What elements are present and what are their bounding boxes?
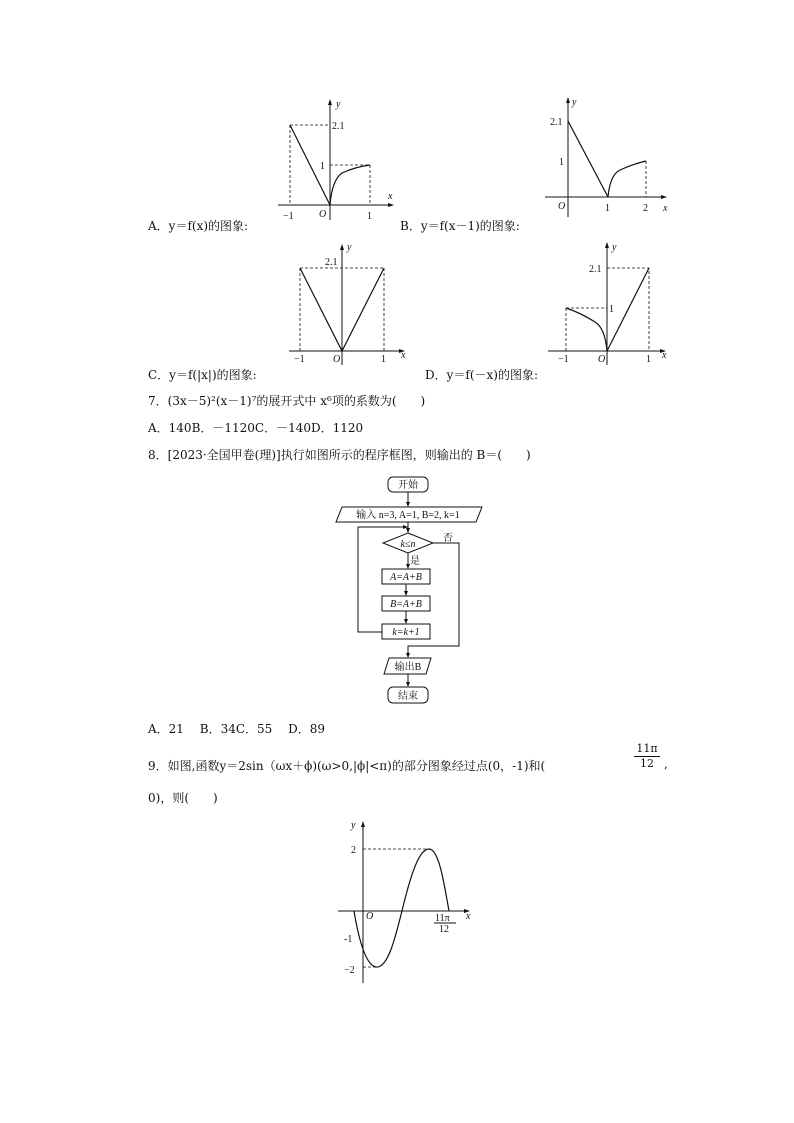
option-d: D．y＝f(－x)的图象: <box>425 368 539 382</box>
flow-no-label: 否 <box>443 533 453 544</box>
graph-a-x-label: x <box>388 191 393 202</box>
graph-d <box>548 240 678 365</box>
q9-frac-den: 12 <box>640 757 654 770</box>
graph-b-y-arrow <box>566 97 570 103</box>
sine-tick-m1: -1 <box>344 934 353 945</box>
graph-a-x-arrow <box>388 203 394 207</box>
graph-b-tick-1x: 1 <box>605 203 610 214</box>
flow-step2-text: B=A+B <box>390 599 422 610</box>
q7-stem: 7．(3x－5)²(x－1)⁷的展开式中 x⁶项的系数为( ) <box>148 394 426 408</box>
graph-c <box>285 240 415 365</box>
flow-step3-text: k=k+1 <box>392 627 420 638</box>
graph-a-tick-1x: 1 <box>367 211 372 222</box>
graph-c-tick-1x: 1 <box>381 354 386 365</box>
graph-d-x-label: x <box>662 350 667 361</box>
flow-input-text: 输入 n=3, A=1, B=2, k=1 <box>356 510 460 521</box>
q8-options: A．21 B．34C．55 D．89 <box>148 722 325 736</box>
q8-stem: 8．[2023·全国甲卷(理)]执行如图所示的程序框图，则输出的 B＝( ) <box>148 448 531 462</box>
q9-frac-num: 11π <box>634 742 660 757</box>
graph-b-sqrt-curve <box>608 161 646 197</box>
graph-a-tick-2-1: 2.1 <box>332 121 345 132</box>
sine-origin: O <box>366 911 374 922</box>
q9-stem-end: , <box>664 757 668 771</box>
graph-b-y-label: y <box>572 97 577 108</box>
graph-b-line-segment <box>568 121 608 197</box>
graph-b-origin: O <box>558 201 566 212</box>
sine-tick-2: 2 <box>351 845 356 856</box>
sine-x-label: x <box>466 911 471 922</box>
flow-output-text: 输出B <box>394 662 422 673</box>
sine-y-label: y <box>351 820 356 831</box>
q9-fraction <box>634 742 660 771</box>
graph-b-x-label: x <box>663 203 668 214</box>
flowchart <box>330 470 490 710</box>
graph-a-tick-1y: 1 <box>320 161 325 172</box>
sine-y-arrow <box>361 821 365 827</box>
graph-b-tick-1y: 1 <box>559 157 564 168</box>
graph-d-sqrt-curve <box>566 308 607 351</box>
q7-options: A．140B．－1120C．－140D．1120 <box>148 421 364 435</box>
flow-start-text: 开始 <box>398 480 418 491</box>
graph-d-tick-2-1: 2.1 <box>589 264 602 275</box>
graph-d-y-label: y <box>612 242 617 253</box>
option-c: C．y＝f(|x|)的图象: <box>148 368 257 382</box>
graph-c-tick-2-1: 2.1 <box>325 257 338 268</box>
graph-d-tick-1y: 1 <box>609 304 614 315</box>
sine-tick-num: 11π <box>435 913 450 924</box>
graph-a-origin: O <box>319 209 327 220</box>
sine-dashed-guide <box>363 849 429 967</box>
option-b: B．y＝f(x－1)的图象: <box>400 219 520 233</box>
q9-stem-line1: 9．如图,函数y＝2sin（ωx＋ϕ)(ω>0,|ϕ|<π)的部分图象经过点(0，-1)和( <box>148 759 546 773</box>
graph-a-y-label: y <box>336 99 341 110</box>
graph-d-origin: O <box>598 354 606 365</box>
graph-c-y-arrow <box>340 244 344 250</box>
graph-a-y-arrow <box>328 99 332 105</box>
graph-b-tick-2-1: 2.1 <box>550 117 563 128</box>
sine-curve <box>354 849 449 967</box>
graph-a-tick-m1: −1 <box>283 211 294 222</box>
graph-c-x-label: x <box>401 350 406 361</box>
graph-d-y-arrow <box>605 242 609 248</box>
graph-d-tick-m1: −1 <box>558 354 569 365</box>
graph-a-sqrt-curve <box>330 165 370 205</box>
graph-c-y-label: y <box>347 242 352 253</box>
graph-c-tick-m1: −1 <box>294 354 305 365</box>
flow-decision-text: k≤n <box>400 539 416 550</box>
graph-a <box>270 95 400 220</box>
graph-c-origin: O <box>333 354 341 365</box>
flow-yes-label: 是 <box>410 556 420 567</box>
graph-b-x-arrow <box>661 195 667 199</box>
graph-sine <box>338 815 483 985</box>
q9-stem-line2: 0)，则( ) <box>148 791 218 805</box>
flow-end-text: 结束 <box>398 691 418 702</box>
sine-tick-m2: −2 <box>344 965 355 976</box>
option-a: A．y＝f(x)的图象: <box>148 219 249 233</box>
flow-step1-text: A=A+B <box>390 572 422 583</box>
graph-b <box>545 95 675 220</box>
graph-d-tick-1x: 1 <box>646 354 651 365</box>
sine-tick-den: 12 <box>439 924 449 935</box>
graph-b-tick-2x: 2 <box>643 203 648 214</box>
